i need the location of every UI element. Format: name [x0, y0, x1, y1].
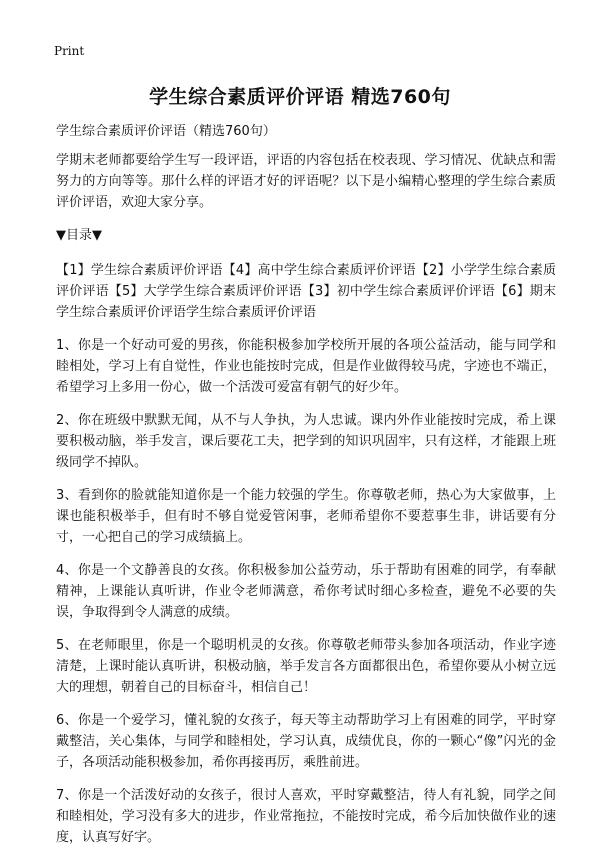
comment-paragraph-5: 5、在老师眼里，你是一个聪明机灵的女孩。你尊敬老师带头参加各项活动，作业字迹清楚，上课时能认真听讲，积极动脑，举手发言各方面都很出色，希望你要从小树立远大的理想，朝着自己的目标奋斗，相信自己！ — [56, 638, 556, 695]
article-body — [56, 150, 556, 860]
comment-paragraph-2: 2、你在班级中默默无闻，从不与人争执，为人忠诚。课内外作业能按时完成，希上课要积极动脑，举手发言，课后要花工夫，把学到的知识巩固牢，只有这样，才能跟上班级同学不掉队。 — [56, 413, 556, 470]
toc-links[interactable]: 【1】学生综合素质评价评语【4】高中学生综合素质评价评语【2】小学学生综合素质评价评语【5】大学学生综合素质评价评语【3】初中学生综合素质评价评语【6】期末学生综合素质评价评语学生综合素质评价评语 — [56, 263, 556, 320]
comment-paragraph-3: 3、看到你的脸就能知道你是一个能力较强的学生。你尊敬老师，热心为大家做事，上课也能积极举手，但有时不够自觉爱管闲事，老师希望你不要惹事生非，讲话要有分寸，一心把自己的学习成绩搞上。 — [56, 488, 556, 545]
comment-paragraph-1: 1、你是一个好动可爱的男孩，你能积极参加学校所开展的各项公益活动，能与同学和睦相处，学习上有自觉性，作业也能按时完成，但是作业做得较马虎，字迹也不端正，希望学习上多用一份心，做一个活泼可爱富有朝气的好少年。 — [56, 338, 556, 395]
article-subtitle: 学生综合素质评价评语（精选760句） — [56, 124, 276, 139]
toc-heading[interactable]: ▼目录▼ — [56, 228, 102, 243]
comment-paragraph-6: 6、你是一个爱学习，懂礼貌的女孩子，每天等主动帮助学习上有困难的同学，平时穿戴整洁，关心集体，与同学和睦相处，学习认真，成绩优良，你的一颗心“像”闪光的金子，各项活动能积极参加，希你再接再厉，乘胜前进。 — [56, 713, 556, 770]
comment-paragraph-7: 7、你是一个活泼好动的女孩子，很讨人喜欢，平时穿戴整洁，待人有礼貌，同学之间和睦相处，学习没有多大的进步，作业常拖拉，不能按时完成，希今后加快做作业的速度，认真写好字。 — [56, 788, 556, 845]
comment-paragraph-4: 4、你是一个文静善良的女孩。你积极参加公益劳动，乐于帮助有困难的同学，有奉献精神，上课能认真听讲，作业令老师满意，希你考试时细心多检查，避免不必要的失误，争取得到令人满意的成绩。 — [56, 563, 556, 620]
page-title: 学生综合素质评价评语 精选760句 — [149, 86, 451, 108]
intro-paragraph: 学期末老师都要给学生写一段评语，评语的内容包括在校表现、学习情况、优缺点和需努力的方向等等。那什么样的评语才好的评语呢？以下是小编精心整理的学生综合素质评价评语，欢迎大家分享。 — [56, 153, 556, 210]
print-link[interactable]: Print — [54, 44, 85, 58]
